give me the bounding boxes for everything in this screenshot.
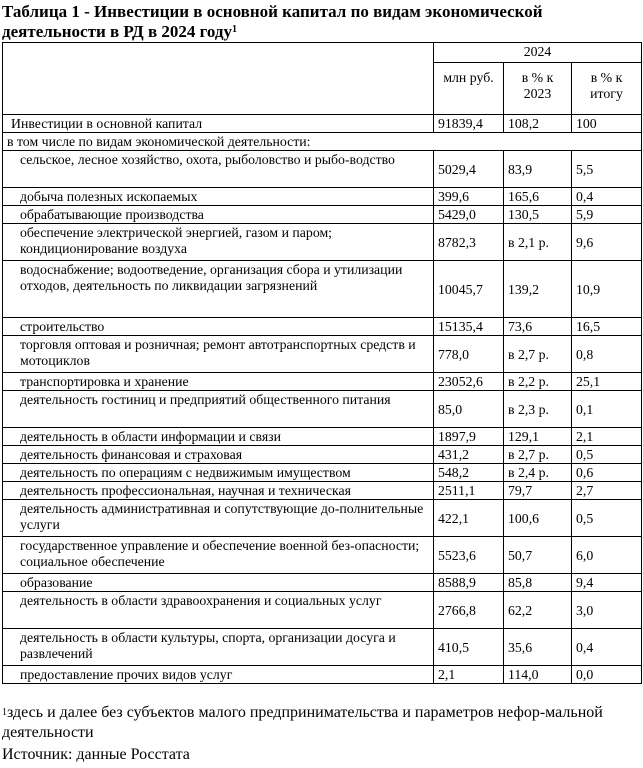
source-note: Источник: данные Росстата [2,746,190,763]
row-pct-total: 9,6 [572,224,642,261]
table-row [3,151,642,188]
row-activity-label: деятельность в области культуры, спорта, организации досуга и развлечений [3,629,434,666]
row-mln-rub: 15135,4 [434,318,504,336]
row-pct-2023: 50,7 [504,537,572,574]
footnote [2,703,638,743]
row-activity-label: строительство [3,318,434,336]
row-pct-2023: 83,9 [504,151,572,188]
row-pct-2023: в 2,2 р. [504,373,572,391]
row-activity-label: деятельность по операциям с недвижимым имуществом [3,464,434,482]
total-mln-rub: 91839,4 [434,115,504,133]
row-pct-total: 6,0 [572,537,642,574]
footnote-mark: 1 [2,707,7,718]
row-mln-rub: 8588,9 [434,574,504,592]
row-activity-label: торговля оптовая и розничная; ремонт автотранспортных средств и мотоциклов [3,336,434,373]
row-pct-total: 3,0 [572,592,642,629]
table-row [3,482,642,500]
table-row [3,464,642,482]
row-mln-rub: 1897,9 [434,428,504,446]
row-mln-rub: 410,5 [434,629,504,666]
subheading-row [3,133,642,151]
row-activity-label: водоснабжение; водоотведение, организация сбора и утилизации отходов, деятельность по ликвидации загрязнений [3,261,434,318]
row-mln-rub: 778,0 [434,336,504,373]
row-mln-rub: 8782,3 [434,224,504,261]
row-activity-label: обрабатывающие производства [3,206,434,224]
table-row [3,629,642,666]
row-mln-rub: 399,6 [434,188,504,206]
table-row [3,224,642,261]
row-activity-label: транспортировка и хранение [3,373,434,391]
row-pct-total: 0,1 [572,391,642,428]
row-pct-total: 25,1 [572,373,642,391]
row-pct-2023: в 2,1 р. [504,224,572,261]
row-pct-total: 0,5 [572,446,642,464]
table-row [3,391,642,428]
table-row [3,428,642,446]
row-activity-label: деятельность в области здравоохранения и социальных услуг [3,592,434,629]
row-pct-total: 5,5 [572,151,642,188]
row-mln-rub: 2511,1 [434,482,504,500]
table-row [3,206,642,224]
table-row [3,574,642,592]
header-col-pct-2023: в % к 2023 [504,63,572,115]
row-pct-total: 2,7 [572,482,642,500]
table-row [3,188,642,206]
row-mln-rub: 5429,0 [434,206,504,224]
table-row [3,500,642,537]
row-pct-total: 0,5 [572,500,642,537]
row-activity-label: образование [3,574,434,592]
header-year: 2024 [434,43,642,63]
table-title [2,2,638,42]
row-pct-total: 5,9 [572,206,642,224]
row-mln-rub: 2766,8 [434,592,504,629]
header-empty-cell [3,43,434,115]
row-mln-rub: 431,2 [434,446,504,464]
table-row [3,373,642,391]
row-activity-label: деятельность профессиональная, научная и техническая [3,482,434,500]
row-pct-2023: 165,6 [504,188,572,206]
row-activity-label: предоставление прочих видов услуг [3,666,434,684]
table-title-text: Таблица 1 - Инвестиции в основной капитал по видам экономической деятельности в РД в 2024 году [2,2,543,41]
row-pct-2023: 139,2 [504,261,572,318]
table-row [3,666,642,684]
table-row [3,537,642,574]
row-activity-label: деятельность финансовая и страховая [3,446,434,464]
row-mln-rub: 2,1 [434,666,504,684]
table-row [3,261,642,318]
row-pct-total: 2,1 [572,428,642,446]
investment-table [2,42,642,684]
row-pct-total: 0,4 [572,629,642,666]
row-pct-total: 16,5 [572,318,642,336]
row-pct-2023: 73,6 [504,318,572,336]
header-col-pct-total: в % к итогу [572,63,642,115]
row-pct-total: 10,9 [572,261,642,318]
row-pct-2023: 129,1 [504,428,572,446]
row-mln-rub: 5029,4 [434,151,504,188]
total-pct-2023: 108,2 [504,115,572,133]
row-pct-total: 9,4 [572,574,642,592]
table-row [3,592,642,629]
row-pct-2023: 79,7 [504,482,572,500]
row-activity-label: обеспечение электрической энергией, газом и паром; кондиционирование воздуха [3,224,434,261]
row-mln-rub: 422,1 [434,500,504,537]
row-activity-label: деятельность административная и сопутствующие до-полнительные услуги [3,500,434,537]
row-pct-2023: в 2,3 р. [504,391,572,428]
row-mln-rub: 23052,6 [434,373,504,391]
row-pct-2023: в 2,4 р. [504,464,572,482]
row-pct-2023: 130,5 [504,206,572,224]
row-pct-2023: 35,6 [504,629,572,666]
header-row-year [3,43,642,63]
total-row [3,115,642,133]
table-row [3,318,642,336]
total-pct-total: 100 [572,115,642,133]
row-activity-label: деятельность гостиниц и предприятий общественного питания [3,391,434,428]
row-activity-label: добыча полезных ископаемых [3,188,434,206]
table-row [3,336,642,373]
row-pct-total: 0,4 [572,188,642,206]
row-pct-total: 0,6 [572,464,642,482]
row-mln-rub: 5523,6 [434,537,504,574]
row-pct-2023: в 2,7 р. [504,336,572,373]
row-pct-2023: 100,6 [504,500,572,537]
row-pct-2023: 85,8 [504,574,572,592]
row-activity-label: деятельность в области информации и связи [3,428,434,446]
row-mln-rub: 10045,7 [434,261,504,318]
row-pct-2023: в 2,7 р. [504,446,572,464]
total-label: Инвестиции в основной капитал [3,115,434,133]
row-activity-label: государственное управление и обеспечение военной без-опасности; социальное обеспечение [3,537,434,574]
row-pct-2023: 114,0 [504,666,572,684]
row-pct-total: 0,0 [572,666,642,684]
title-footnote-mark: 1 [232,24,238,35]
row-activity-label: сельское, лесное хозяйство, охота, рыболовство и рыбо-водство [3,151,434,188]
row-pct-2023: 62,2 [504,592,572,629]
table-row [3,446,642,464]
header-col-mln-rub: млн руб. [434,63,504,115]
row-mln-rub: 85,0 [434,391,504,428]
row-mln-rub: 548,2 [434,464,504,482]
row-pct-total: 0,8 [572,336,642,373]
footnote-text: здесь и далее без субъектов малого предпринимательства и параметров нефор-мальной деятельности [2,704,603,741]
subheading-text: в том числе по видам экономической деятельности: [3,133,642,151]
